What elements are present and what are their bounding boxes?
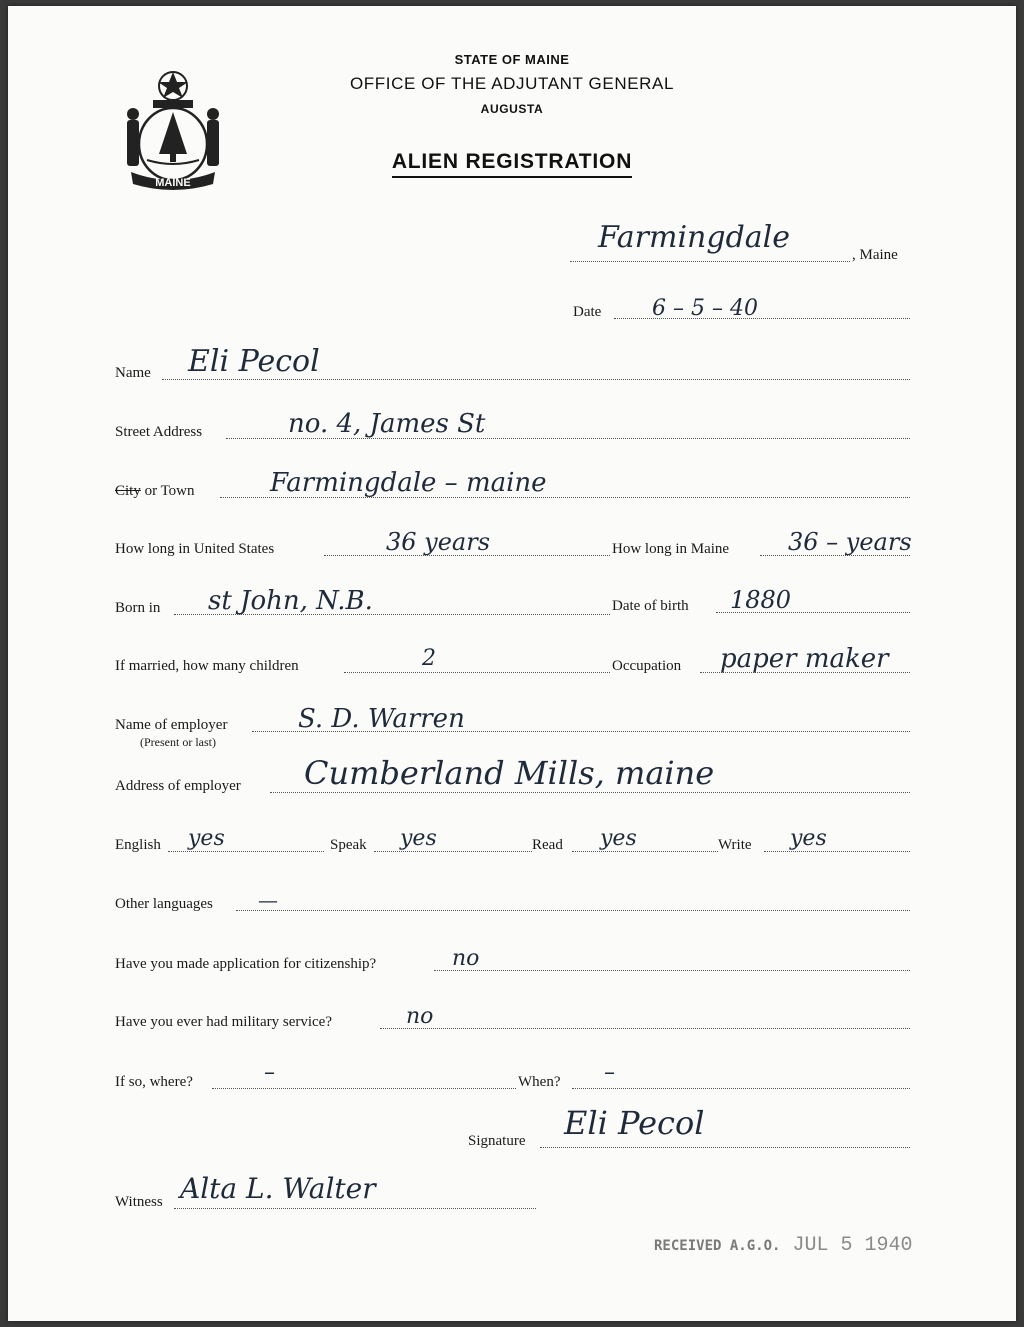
military-label: Have you ever had military service? [115, 1014, 332, 1030]
date-value[interactable]: 6 – 5 – 40 [652, 296, 758, 321]
city-town-value[interactable]: Farmingdale – maine [270, 468, 547, 498]
write-label: Write [718, 837, 752, 853]
signature-line [540, 1147, 910, 1148]
header-office: OFFICE OF THE ADJUTANT GENERAL [349, 74, 675, 93]
english-line [168, 851, 324, 852]
when-label: When? [518, 1074, 561, 1090]
header-state: STATE OF MAINE [454, 52, 570, 67]
how-long-us-value[interactable]: 36 years [386, 528, 491, 556]
write-line [764, 851, 910, 852]
when-value[interactable]: – [604, 1060, 615, 1085]
read-line [572, 851, 718, 852]
english-label: English [115, 837, 161, 853]
employer-label: Name of employer [115, 717, 228, 733]
how-long-maine-value[interactable]: 36 – years [788, 528, 912, 556]
city-town-label [115, 483, 195, 500]
when-line [572, 1088, 910, 1089]
name-value[interactable]: Eli Pecol [188, 344, 320, 379]
city-struck-label: City [115, 483, 141, 499]
born-in-label: Born in [115, 600, 161, 616]
occupation-value[interactable]: paper maker [720, 644, 889, 674]
employer-sub-label: (Present or last) [140, 735, 216, 749]
form-title-text: ALIEN REGISTRATION [392, 150, 632, 178]
employer-address-line [270, 792, 910, 793]
street-label: Street Address [115, 424, 203, 440]
where-line [212, 1088, 516, 1089]
received-stamp-label: RECEIVED A.G.O. [654, 1238, 781, 1254]
date-label: Date [573, 304, 602, 320]
witness-line [174, 1208, 536, 1209]
name-line [162, 379, 910, 380]
other-languages-value[interactable]: — [258, 888, 278, 912]
employer-address-value[interactable]: Cumberland Mills, maine [304, 754, 715, 792]
received-stamp-date: JUL 5 1940 [792, 1234, 913, 1257]
how-long-maine-label: How long in Maine [612, 541, 730, 557]
citizenship-value[interactable]: no [452, 946, 480, 971]
employer-value[interactable]: S. D. Warren [298, 704, 465, 734]
dob-label: Date of birth [612, 598, 689, 614]
signature-value[interactable]: Eli Pecol [564, 1104, 705, 1142]
registration-form [8, 6, 1016, 1321]
witness-label: Witness [115, 1194, 163, 1210]
street-value[interactable]: no. 4, James St [288, 409, 486, 439]
form-title [8, 150, 1016, 174]
citizenship-label: Have you made application for citizenship? [115, 956, 377, 972]
military-value[interactable]: no [406, 1004, 434, 1029]
read-label: Read [532, 837, 563, 853]
name-label: Name [115, 365, 151, 381]
other-languages-line [236, 910, 910, 911]
where-value[interactable]: – [264, 1060, 275, 1085]
other-languages-label: Other languages [115, 896, 213, 912]
write-value[interactable]: yes [790, 826, 827, 851]
speak-line [374, 851, 532, 852]
occupation-label: Occupation [612, 658, 682, 674]
received-stamp [654, 1234, 912, 1257]
town-label: or Town [140, 483, 195, 499]
children-value[interactable]: 2 [422, 646, 436, 671]
read-value[interactable]: yes [600, 826, 637, 851]
dob-value[interactable]: 1880 [730, 586, 792, 614]
location-line [570, 261, 850, 262]
children-line [344, 672, 610, 673]
speak-label: Speak [330, 837, 367, 853]
witness-value[interactable]: Alta L. Walter [180, 1172, 376, 1205]
citizenship-line [434, 970, 910, 971]
how-long-us-label: How long in United States [115, 541, 275, 557]
children-label: If married, how many children [115, 658, 299, 674]
where-label: If so, where? [115, 1074, 193, 1090]
seal-banner-text: MAINE [155, 177, 191, 189]
location-value[interactable]: Farmingdale [598, 220, 791, 255]
header-city: AUGUSTA [480, 102, 544, 116]
speak-value[interactable]: yes [400, 826, 437, 851]
military-line [380, 1028, 910, 1029]
born-in-value[interactable]: st John, N.B. [208, 586, 373, 616]
english-value[interactable]: yes [188, 826, 225, 851]
location-suffix: , Maine [852, 247, 898, 263]
employer-address-label: Address of employer [115, 778, 241, 794]
signature-label: Signature [468, 1133, 526, 1149]
